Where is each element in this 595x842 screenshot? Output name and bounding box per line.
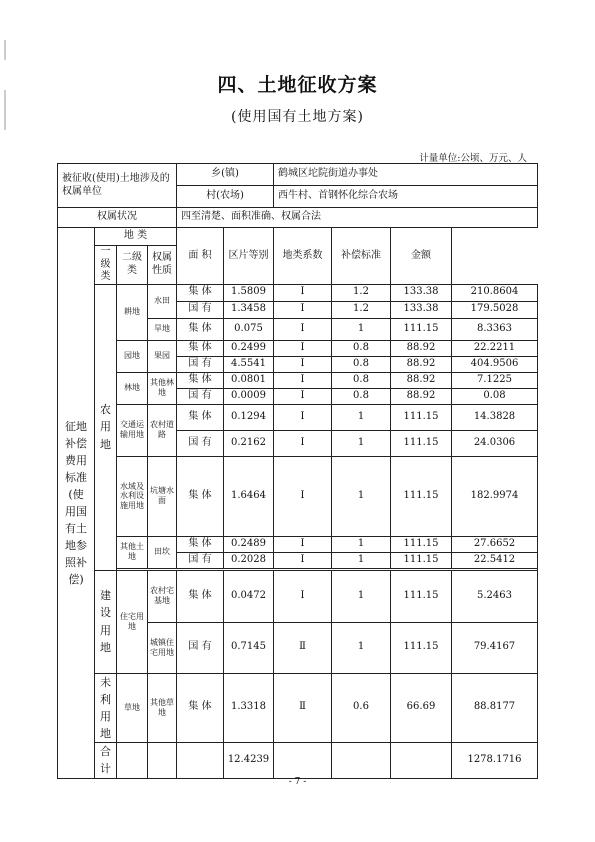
amount-cell: 22.2211 (452, 340, 538, 356)
amount-cell: 79.4167 (452, 622, 538, 673)
area-cell: 1.5809 (224, 284, 274, 301)
sub-nongcunzhaiji: 农村宅基地 (148, 570, 177, 622)
amount-cell: 27.6652 (452, 536, 538, 552)
zone-cell: Ⅰ (274, 570, 332, 622)
owner-label: 被征收(使用)土地涉及的权属单位 (58, 164, 177, 208)
scan-margin-mark (4, 40, 6, 60)
sub-qitatudi: 其他土地 (117, 536, 148, 568)
empty-cell (148, 742, 177, 778)
col-area: 面 积 (177, 228, 224, 285)
std-cell: 111.15 (391, 456, 452, 536)
nature-cell: 国 有 (177, 552, 224, 568)
empty-cell (391, 742, 452, 778)
nature-cell: 集 体 (177, 570, 224, 622)
std-cell: 88.92 (391, 340, 452, 356)
total-row (58, 742, 538, 778)
std-cell: 111.15 (391, 622, 452, 673)
area-cell: 0.7145 (224, 622, 274, 673)
amount-cell: 22.5412 (452, 552, 538, 568)
std-cell: 111.15 (391, 570, 452, 622)
nature-cell: 国 有 (177, 622, 224, 673)
amount-cell: 24.0306 (452, 430, 538, 456)
group-build: 建设用地 (95, 570, 117, 673)
table-row (58, 673, 538, 742)
coef-cell: 1 (332, 430, 391, 456)
nature-cell: 集 体 (177, 284, 224, 301)
amount-cell: 210.8604 (452, 284, 538, 301)
std-cell: 66.69 (391, 673, 452, 742)
sub-yuandi: 园地 (117, 340, 148, 372)
col-landtype: 地 类 (95, 228, 177, 246)
area-cell: 0.2489 (224, 536, 274, 552)
nature-cell: 集 体 (177, 404, 224, 430)
zone-cell: Ⅱ (274, 673, 332, 742)
status-label: 权属状况 (58, 208, 177, 228)
table-row (58, 536, 538, 552)
group-unused: 未利用地 (95, 673, 117, 742)
coef-cell: 0.6 (332, 673, 391, 742)
sub-gengdi: 耕地 (117, 284, 148, 340)
zone-cell: Ⅰ (274, 284, 332, 301)
nature-cell: 集 体 (177, 673, 224, 742)
std-cell: 111.15 (391, 318, 452, 340)
total-amount: 1278.1716 (452, 742, 538, 778)
coef-cell: 1 (332, 570, 391, 622)
unit-label: 计量单位:公顷、万元、人 (419, 153, 527, 164)
area-cell: 0.075 (224, 318, 274, 340)
amount-cell: 88.8177 (452, 673, 538, 742)
col-level2: 二级类 (117, 246, 148, 285)
zone-cell: Ⅰ (274, 536, 332, 552)
table-row (58, 284, 538, 301)
zone-cell: Ⅰ (274, 356, 332, 372)
empty-cell (274, 742, 332, 778)
amount-cell: 8.3363 (452, 318, 538, 340)
col-nature: 权属性质 (148, 246, 177, 285)
coef-cell: 1 (332, 318, 391, 340)
area-cell: 0.2162 (224, 430, 274, 456)
zone-cell: Ⅱ (274, 622, 332, 673)
page-title: 四、土地征收方案 (217, 74, 378, 96)
sub-nongcundaolu: 农村道路 (148, 404, 177, 456)
nature-cell: 集 体 (177, 340, 224, 356)
amount-cell: 5.2463 (452, 570, 538, 622)
sub-guoyuan: 果园 (148, 340, 177, 372)
amount-cell: 0.08 (452, 388, 538, 404)
std-cell: 88.92 (391, 388, 452, 404)
std-cell: 111.15 (391, 430, 452, 456)
area-cell: 0.0472 (224, 570, 274, 622)
std-cell: 111.15 (391, 536, 452, 552)
table-row (58, 404, 538, 430)
status-value: 四至清楚、面积准确、权属合法 (177, 208, 538, 228)
zone-cell: Ⅰ (274, 404, 332, 430)
side-label: 征地补偿费用标准(使用国有土地参照补偿) (58, 228, 95, 779)
group-agri: 农用地 (95, 284, 117, 570)
col-amount: 金额 (391, 228, 452, 285)
sub-qitalindi: 其他林地 (148, 372, 177, 404)
std-cell: 133.38 (391, 301, 452, 318)
coef-cell: 1 (332, 536, 391, 552)
sub-zhuzhai: 住宅用地 (117, 570, 148, 673)
table-row (58, 456, 538, 536)
sub-jiaotong: 交通运输用地 (117, 404, 148, 456)
std-cell: 111.15 (391, 552, 452, 568)
total-label: 合计 (95, 742, 117, 778)
xiang-value: 鹤城区坨院街道办事处 (274, 164, 538, 186)
xiang-label: 乡(镇) (177, 164, 274, 186)
area-cell: 1.3318 (224, 673, 274, 742)
nature-cell: 集 体 (177, 372, 224, 388)
empty-cell (177, 742, 224, 778)
empty-cell (117, 742, 148, 778)
area-cell: 1.6464 (224, 456, 274, 536)
col-head-row-1 (58, 228, 538, 246)
nature-cell: 国 有 (177, 301, 224, 318)
std-cell: 111.15 (391, 404, 452, 430)
coef-cell: 1.2 (332, 301, 391, 318)
nature-cell: 集 体 (177, 456, 224, 536)
zone-cell: Ⅰ (274, 301, 332, 318)
sub-lindi: 林地 (117, 372, 148, 404)
sub-qitacaodi: 其他草地 (148, 673, 177, 742)
sub-handi: 旱地 (148, 318, 177, 340)
zone-cell: Ⅰ (274, 430, 332, 456)
area-cell: 0.1294 (224, 404, 274, 430)
sub-caodi: 草地 (117, 673, 148, 742)
nature-cell: 集 体 (177, 318, 224, 340)
land-acquisition-table (57, 163, 538, 779)
head-row-status (58, 208, 538, 228)
area-cell: 0.0009 (224, 388, 274, 404)
page-number: - 7 - (288, 777, 307, 787)
amount-cell: 182.9974 (452, 456, 538, 536)
coef-cell: 0.8 (332, 372, 391, 388)
sub-shuitian: 水田 (148, 284, 177, 318)
coef-cell: 1 (332, 552, 391, 568)
amount-cell: 179.5028 (452, 301, 538, 318)
col-level1: 一级类 (95, 246, 117, 285)
nature-cell: 国 有 (177, 388, 224, 404)
nature-cell: 集 体 (177, 536, 224, 552)
col-std: 补偿标准 (332, 228, 391, 285)
coef-cell: 1 (332, 456, 391, 536)
std-cell: 133.38 (391, 284, 452, 301)
area-cell: 0.0801 (224, 372, 274, 388)
coef-cell: 0.8 (332, 388, 391, 404)
zone-cell: Ⅰ (274, 552, 332, 568)
table-row (58, 372, 538, 388)
sub-shuiyu: 水域及水利设施用地 (117, 456, 148, 536)
coef-cell: 1.2 (332, 284, 391, 301)
zone-cell: Ⅰ (274, 388, 332, 404)
nature-cell: 国 有 (177, 430, 224, 456)
area-cell: 4.5541 (224, 356, 274, 372)
std-cell: 88.92 (391, 372, 452, 388)
sub-tiankan: 田坎 (148, 536, 177, 568)
table-row (58, 570, 538, 622)
amount-cell: 14.3828 (452, 404, 538, 430)
amount-cell: 404.9506 (452, 356, 538, 372)
sub-kengtang: 坑塘水面 (148, 456, 177, 536)
zone-cell: Ⅰ (274, 456, 332, 536)
table-row (58, 340, 538, 356)
page-subtitle: (使用国有土地方案) (231, 109, 364, 125)
nature-cell: 国 有 (177, 356, 224, 372)
area-cell: 1.3458 (224, 301, 274, 318)
cun-label: 村(农场) (177, 186, 274, 208)
head-row-xiang (58, 164, 538, 186)
col-zone: 区片等别 (224, 228, 274, 285)
coef-cell: 1 (332, 622, 391, 673)
col-coef: 地类系数 (274, 228, 332, 285)
zone-cell: Ⅰ (274, 340, 332, 356)
area-cell: 0.2499 (224, 340, 274, 356)
coef-cell: 1 (332, 404, 391, 430)
zone-cell: Ⅰ (274, 372, 332, 388)
std-cell: 88.92 (391, 356, 452, 372)
coef-cell: 0.8 (332, 356, 391, 372)
cun-value: 西牛村、首钢怀化综合农场 (274, 186, 538, 208)
area-cell: 0.2028 (224, 552, 274, 568)
zone-cell: Ⅰ (274, 318, 332, 340)
empty-cell (332, 742, 391, 778)
sub-chengzhen: 城镇住宅用地 (148, 622, 177, 673)
total-area: 12.4239 (224, 742, 274, 778)
coef-cell: 0.8 (332, 340, 391, 356)
amount-cell: 7.1225 (452, 372, 538, 388)
